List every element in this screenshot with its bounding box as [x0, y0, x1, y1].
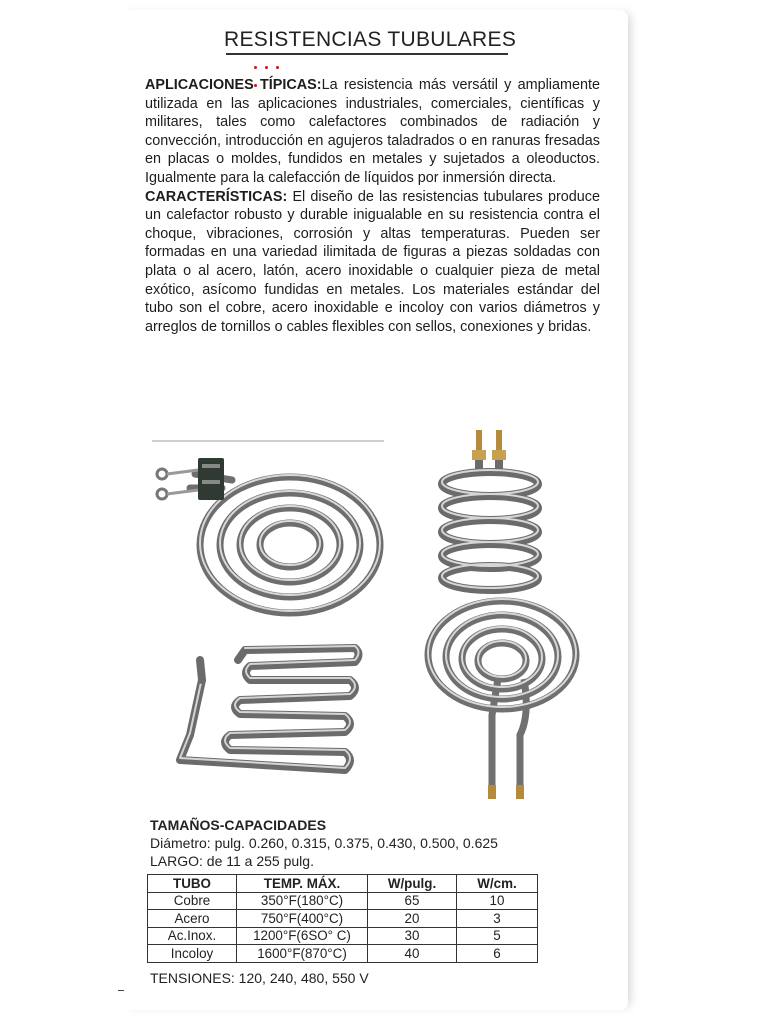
caracteristicas-heading: CARACTERÍSTICAS: — [145, 188, 288, 205]
table-cell: Acero — [148, 910, 237, 928]
aplicaciones-paragraph — [145, 76, 600, 188]
caracteristicas-text: El diseño de las resistencias tubulares produce un calefactor robusto y durable inigualable en su resistencia contra el choque, vibraciones, corrosión y altas temperaturas. Pueden ser formadas en una variedad ilimitada de figuras a piezas soldadas con plata o al acero, latón, acero inoxidable o cualquier pieza de metal exótico, asícomo fundidas en metales. Los materiales estándar del tubo son el cobre, acero inoxidable e incoloy con varios diámetros y arreglos de tornillos o cables flexibles con sellos, conexiones y bridas. — [145, 188, 600, 335]
description-block — [145, 76, 600, 336]
column-header-temp: TEMP. MÁX. — [237, 875, 368, 893]
sizes-section — [150, 816, 610, 870]
table-cell: 5 — [457, 927, 538, 945]
table-cell: Incoloy — [148, 945, 237, 963]
aplicaciones-heading: APLICACIONES TÍPICAS: — [145, 77, 322, 93]
coil-heater-image — [430, 428, 560, 603]
page-title: RESISTENCIAS TUBULARES — [224, 28, 517, 51]
table-cell: 40 — [368, 945, 457, 963]
voltages-line: TENSIONES: 120, 240, 480, 550 V — [150, 970, 369, 986]
table-cell: Ac.Inox. — [148, 927, 237, 945]
table-row — [148, 892, 538, 910]
table-cell: 10 — [457, 892, 538, 910]
length-line: LARGO: de 11 a 255 pulg. — [150, 853, 314, 869]
table-cell: 30 — [368, 927, 457, 945]
table-header-row — [148, 875, 538, 893]
table-cell: 6 — [457, 945, 538, 963]
column-header-w-cm: W/cm. — [457, 875, 538, 893]
table-cell: 1200°F(6SO° C) — [237, 927, 368, 945]
serpentine-heater-image — [150, 640, 370, 800]
table-row — [148, 927, 538, 945]
diameter-line: Diámetro: pulg. 0.260, 0.315, 0.375, 0.430, 0.500, 0.625 — [150, 835, 498, 851]
table-cell: 350°F(180°C) — [237, 892, 368, 910]
title-underline — [226, 53, 508, 55]
spiral-heater-image — [150, 450, 400, 620]
table-cell: Cobre — [148, 892, 237, 910]
column-header-tubo: TUBO — [148, 875, 237, 893]
table-cell: 65 — [368, 892, 457, 910]
table-cell: 20 — [368, 910, 457, 928]
table-row — [148, 945, 538, 963]
sizes-heading: TAMAÑOS-CAPACIDADES — [150, 817, 327, 833]
column-header-w-pulg: W/pulg. — [368, 875, 457, 893]
caracteristicas-paragraph — [145, 188, 600, 337]
table-cell: 1600°F(870°C) — [237, 945, 368, 963]
aplicaciones-text: La resistencia más versátil y ampliamente utilizada en las aplicaciones industriales, comerciales, científicas y militares, tales como calefactores combinados de radiación y convección, introducción en agujeros taladrados o en ranuras fresadas en placas o moldes, fundidos en metales y sujetados a oleoductos. Igualmente para la calefacción de líquidos por inmersión directa. — [145, 77, 600, 186]
spiral-leg-heater-image — [420, 595, 585, 810]
title-decoration-dots — [254, 56, 294, 60]
section-divider — [152, 440, 384, 442]
table-cell: 750°F(400°C) — [237, 910, 368, 928]
table-row — [148, 910, 538, 928]
capacity-table — [147, 874, 538, 963]
table-cell: 3 — [457, 910, 538, 928]
margin-mark — [118, 990, 124, 991]
